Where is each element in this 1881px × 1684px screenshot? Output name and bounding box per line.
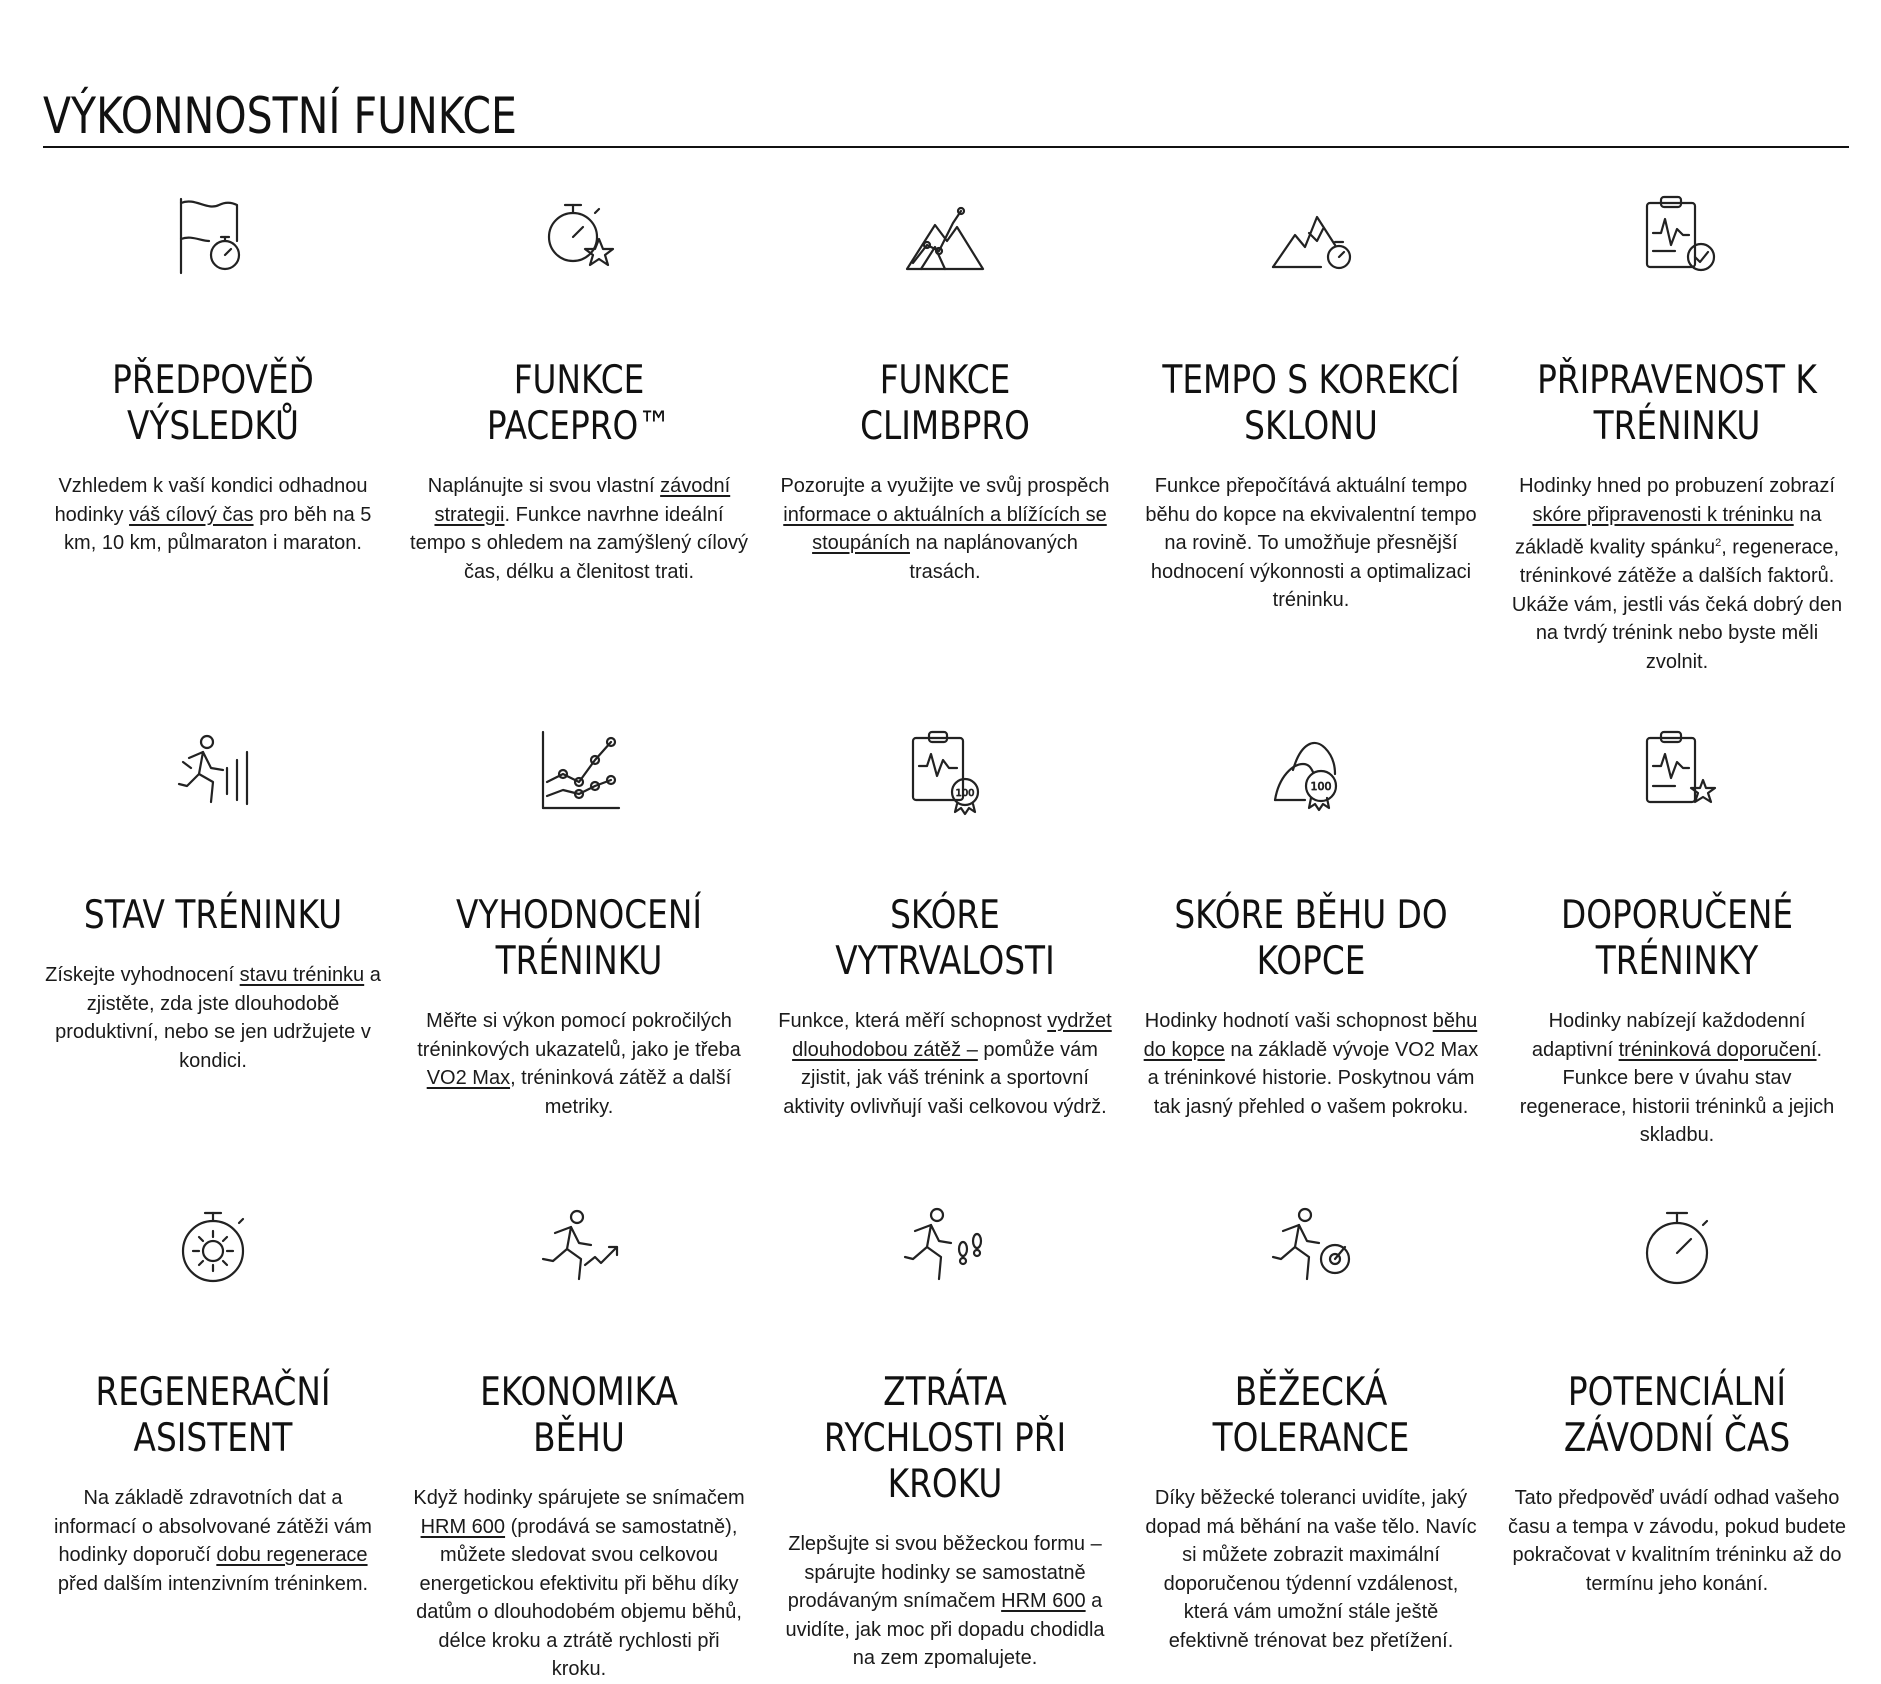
feature-link[interactable]: dobu regenerace bbox=[216, 1544, 368, 1566]
feature-title: POTENCIÁLNÍ ZÁVODNÍ ČAS bbox=[1563, 1370, 1791, 1461]
description-text: Hodinky hodnotí vaši schopnost bbox=[1144, 1010, 1433, 1032]
feature-card bbox=[30, 180, 396, 558]
description-text: Když hodinky spárujete se snímačem bbox=[413, 1487, 745, 1509]
feature-link[interactable]: HRM 600 bbox=[420, 1515, 506, 1538]
runner-footprints-icon bbox=[762, 1192, 1128, 1302]
feature-title: TEMPO S KOREKCÍ SKLONU bbox=[1162, 358, 1460, 449]
feature-description bbox=[775, 1007, 1115, 1121]
feature-title: FUNKCE PACEPRO™ bbox=[486, 358, 672, 449]
mountain-stopwatch-icon bbox=[1128, 180, 1494, 290]
description-text: před dalším intenzivním tréninkem. bbox=[57, 1572, 369, 1595]
clipboard-check-icon bbox=[1494, 180, 1860, 290]
description-text: (prodává se samostatně), můžete sledovat svou celkovou energetickou efektivitu při běhu díky datům o dlouhodobém objemu běhů, délce kroku a ztrátě rychlosti při kroku. bbox=[416, 1515, 742, 1680]
feature-card bbox=[396, 1192, 762, 1684]
runner-bars-icon bbox=[30, 715, 396, 825]
feature-link[interactable]: VO2 Max bbox=[426, 1067, 511, 1089]
runner-gauge-icon bbox=[1128, 1192, 1494, 1302]
description-text: Hodinky nabízejí každodenní adaptivní bbox=[1531, 1010, 1806, 1061]
feature-card bbox=[1494, 1192, 1860, 1598]
feature-card bbox=[30, 1192, 396, 1598]
feature-title: ZTRÁTA RYCHLOSTI PŘI KROKU bbox=[823, 1370, 1067, 1507]
feature-card bbox=[762, 180, 1128, 586]
clipboard-star-icon bbox=[1494, 715, 1860, 825]
feature-card bbox=[762, 1192, 1128, 1673]
feature-description bbox=[775, 1530, 1115, 1673]
description-text: a uvidíte, jak moc při dopadu chodidla na zem zpomalujete. bbox=[785, 1590, 1105, 1669]
mountain-trend-icon bbox=[762, 180, 1128, 290]
description-text: Zlepšujte si svou běžeckou formu – spárujte hodinky se samostatně prodávaným snímačem bbox=[787, 1533, 1102, 1612]
description-text: Měřte si výkon pomocí pokročilých tréninkových ukazatelů, jako je třeba bbox=[417, 1010, 741, 1061]
feature-card bbox=[1128, 1192, 1494, 1655]
section-title: VÝKONNOSTNÍ FUNKCE bbox=[43, 87, 517, 145]
description-text: a zjistěte, zda jste dlouhodobě produktivní, nebo se jen udržujete v kondici. bbox=[55, 964, 381, 1072]
description-text: Vzhledem k vaší kondici odhadnou hodinky bbox=[54, 475, 368, 526]
line-chart-icon bbox=[396, 715, 762, 825]
description-text: Díky běžecké toleranci uvidíte, jaký dopad má běhání na vaše tělo. Navíc si můžete zobrazit maximální doporučenou týdenní vzdálenost, která vám umožní stále ještě efektivně trénovat bez přetížení. bbox=[1145, 1487, 1477, 1652]
feature-description bbox=[1507, 1007, 1847, 1150]
feature-description bbox=[409, 1484, 749, 1684]
description-text: na základě vývoje VO2 Max a tréninkové historie. Poskytnou vám tak jasný přehled o vašem pokroku. bbox=[1147, 1038, 1479, 1118]
footnote-marker: 2 bbox=[1715, 537, 1722, 549]
clipboard-badge-100-icon bbox=[762, 715, 1128, 825]
feature-link[interactable]: vydržet dlouhodobou zátěž – bbox=[792, 1010, 1112, 1061]
feature-card bbox=[1494, 180, 1860, 676]
feature-description bbox=[1141, 472, 1481, 615]
runner-arrow-icon bbox=[396, 1192, 762, 1302]
feature-title: REGENERAČNÍ ASISTENT bbox=[95, 1370, 331, 1461]
title-divider bbox=[43, 146, 1849, 148]
feature-description bbox=[409, 1007, 749, 1121]
description-text: Funkce přepočítává aktuální tempo běhu do kopce na ekvivalentní tempo na rovině. To umožňuje přesnější hodnocení výkonnosti a optimalizaci tréninku. bbox=[1145, 475, 1477, 611]
description-text: Na základě zdravotních dat a informací o absolvované zátěži vám hodinky doporučí bbox=[54, 1487, 372, 1566]
feature-link[interactable]: závodní strategii bbox=[434, 475, 731, 526]
feature-title: FUNKCE CLIMBPRO bbox=[860, 358, 1030, 449]
feature-link[interactable]: běhu do kopce bbox=[1143, 1010, 1478, 1061]
stopwatch-icon bbox=[1494, 1192, 1860, 1302]
feature-card bbox=[762, 715, 1128, 1121]
feature-description bbox=[43, 961, 383, 1075]
feature-description bbox=[1141, 1484, 1481, 1655]
feature-title: PŘEDPOVĚĎ VÝSLEDKŮ bbox=[112, 358, 314, 449]
feature-title: PŘIPRAVENOST K TRÉNINKU bbox=[1537, 358, 1817, 449]
stopwatch-sun-icon bbox=[30, 1192, 396, 1302]
description-text: na naplánovaných trasách. bbox=[909, 532, 1078, 583]
feature-title: DOPORUČENÉ TRÉNINKY bbox=[1560, 893, 1794, 984]
svg-text:100: 100 bbox=[955, 788, 975, 799]
feature-title: EKONOMIKA BĚHU bbox=[480, 1370, 678, 1461]
feature-description bbox=[1141, 1007, 1481, 1121]
feature-title: VYHODNOCENÍ TRÉNINKU bbox=[455, 893, 703, 984]
description-text: , tréninková zátěž a další metriky. bbox=[510, 1067, 732, 1118]
description-text: , regenerace, tréninkové zátěže a dalších faktorů. Ukáže vám, jestli vás čeká dobrý den na tvrdý trénink nebo byste měli zvolnit. bbox=[1511, 536, 1843, 673]
feature-card bbox=[396, 715, 762, 1121]
feature-link[interactable]: tréninková doporučení bbox=[1618, 1038, 1817, 1061]
feature-link[interactable]: stavu tréninku bbox=[239, 964, 365, 986]
description-text: Funkce, která měří schopnost bbox=[778, 1010, 1048, 1032]
feature-card bbox=[1128, 715, 1494, 1121]
description-text: Získejte vyhodnocení bbox=[45, 964, 240, 986]
feature-title: BĚŽECKÁ TOLERANCE bbox=[1212, 1370, 1410, 1461]
feature-description bbox=[1507, 1484, 1847, 1598]
feature-card bbox=[396, 180, 762, 586]
description-text: pro běh na 5 km, 10 km, půlmaraton i maraton. bbox=[64, 503, 372, 554]
feature-description bbox=[775, 472, 1115, 586]
feature-card bbox=[30, 715, 396, 1075]
description-text: . Funkce bere v úvahu stav regenerace, historii tréninků a jejich skladbu. bbox=[1519, 1038, 1835, 1146]
feature-card bbox=[1494, 715, 1860, 1150]
description-text: pomůže vám zjistit, jak váš trénink a sportovní aktivity ovlivňují vaši celkovou výdrž. bbox=[783, 1038, 1107, 1118]
flag-stopwatch-icon bbox=[30, 180, 396, 290]
description-text: Naplánujte si svou vlastní bbox=[427, 475, 661, 497]
feature-title: SKÓRE BĚHU DO KOPCE bbox=[1174, 893, 1448, 984]
feature-description bbox=[43, 472, 383, 558]
hill-badge-100-icon bbox=[1128, 715, 1494, 825]
feature-description bbox=[1507, 472, 1847, 676]
feature-description bbox=[409, 472, 749, 586]
feature-title: SKÓRE VYTRVALOSTI bbox=[835, 893, 1055, 984]
description-text: Hodinky hned po probuzení zobrazí bbox=[1519, 475, 1835, 497]
description-text: Tato předpověď uvádí odhad vašeho času a tempa v závodu, pokud budete pokračovat v kvalitním tréninku až do termínu jeho konání. bbox=[1507, 1487, 1846, 1595]
feature-link[interactable]: váš cílový čas bbox=[129, 503, 254, 526]
feature-link[interactable]: informace o aktuálních a blížících se stoupáních bbox=[783, 503, 1107, 554]
stopwatch-star-icon bbox=[396, 180, 762, 290]
feature-link[interactable]: skóre připravenosti k tréninku bbox=[1532, 503, 1794, 526]
feature-title: STAV TRÉNINKU bbox=[83, 893, 343, 938]
description-text: Pozorujte a využijte ve svůj prospěch bbox=[780, 475, 1110, 497]
description-text: na základě kvality spánku bbox=[1514, 503, 1822, 559]
svg-text:100: 100 bbox=[1310, 780, 1332, 793]
feature-card bbox=[1128, 180, 1494, 615]
feature-link[interactable]: HRM 600 bbox=[1001, 1590, 1086, 1612]
description-text: . Funkce navrhne ideální tempo s ohledem na zamýšlený cílový čas, délku a členitost trati. bbox=[410, 503, 748, 583]
feature-description bbox=[43, 1484, 383, 1598]
